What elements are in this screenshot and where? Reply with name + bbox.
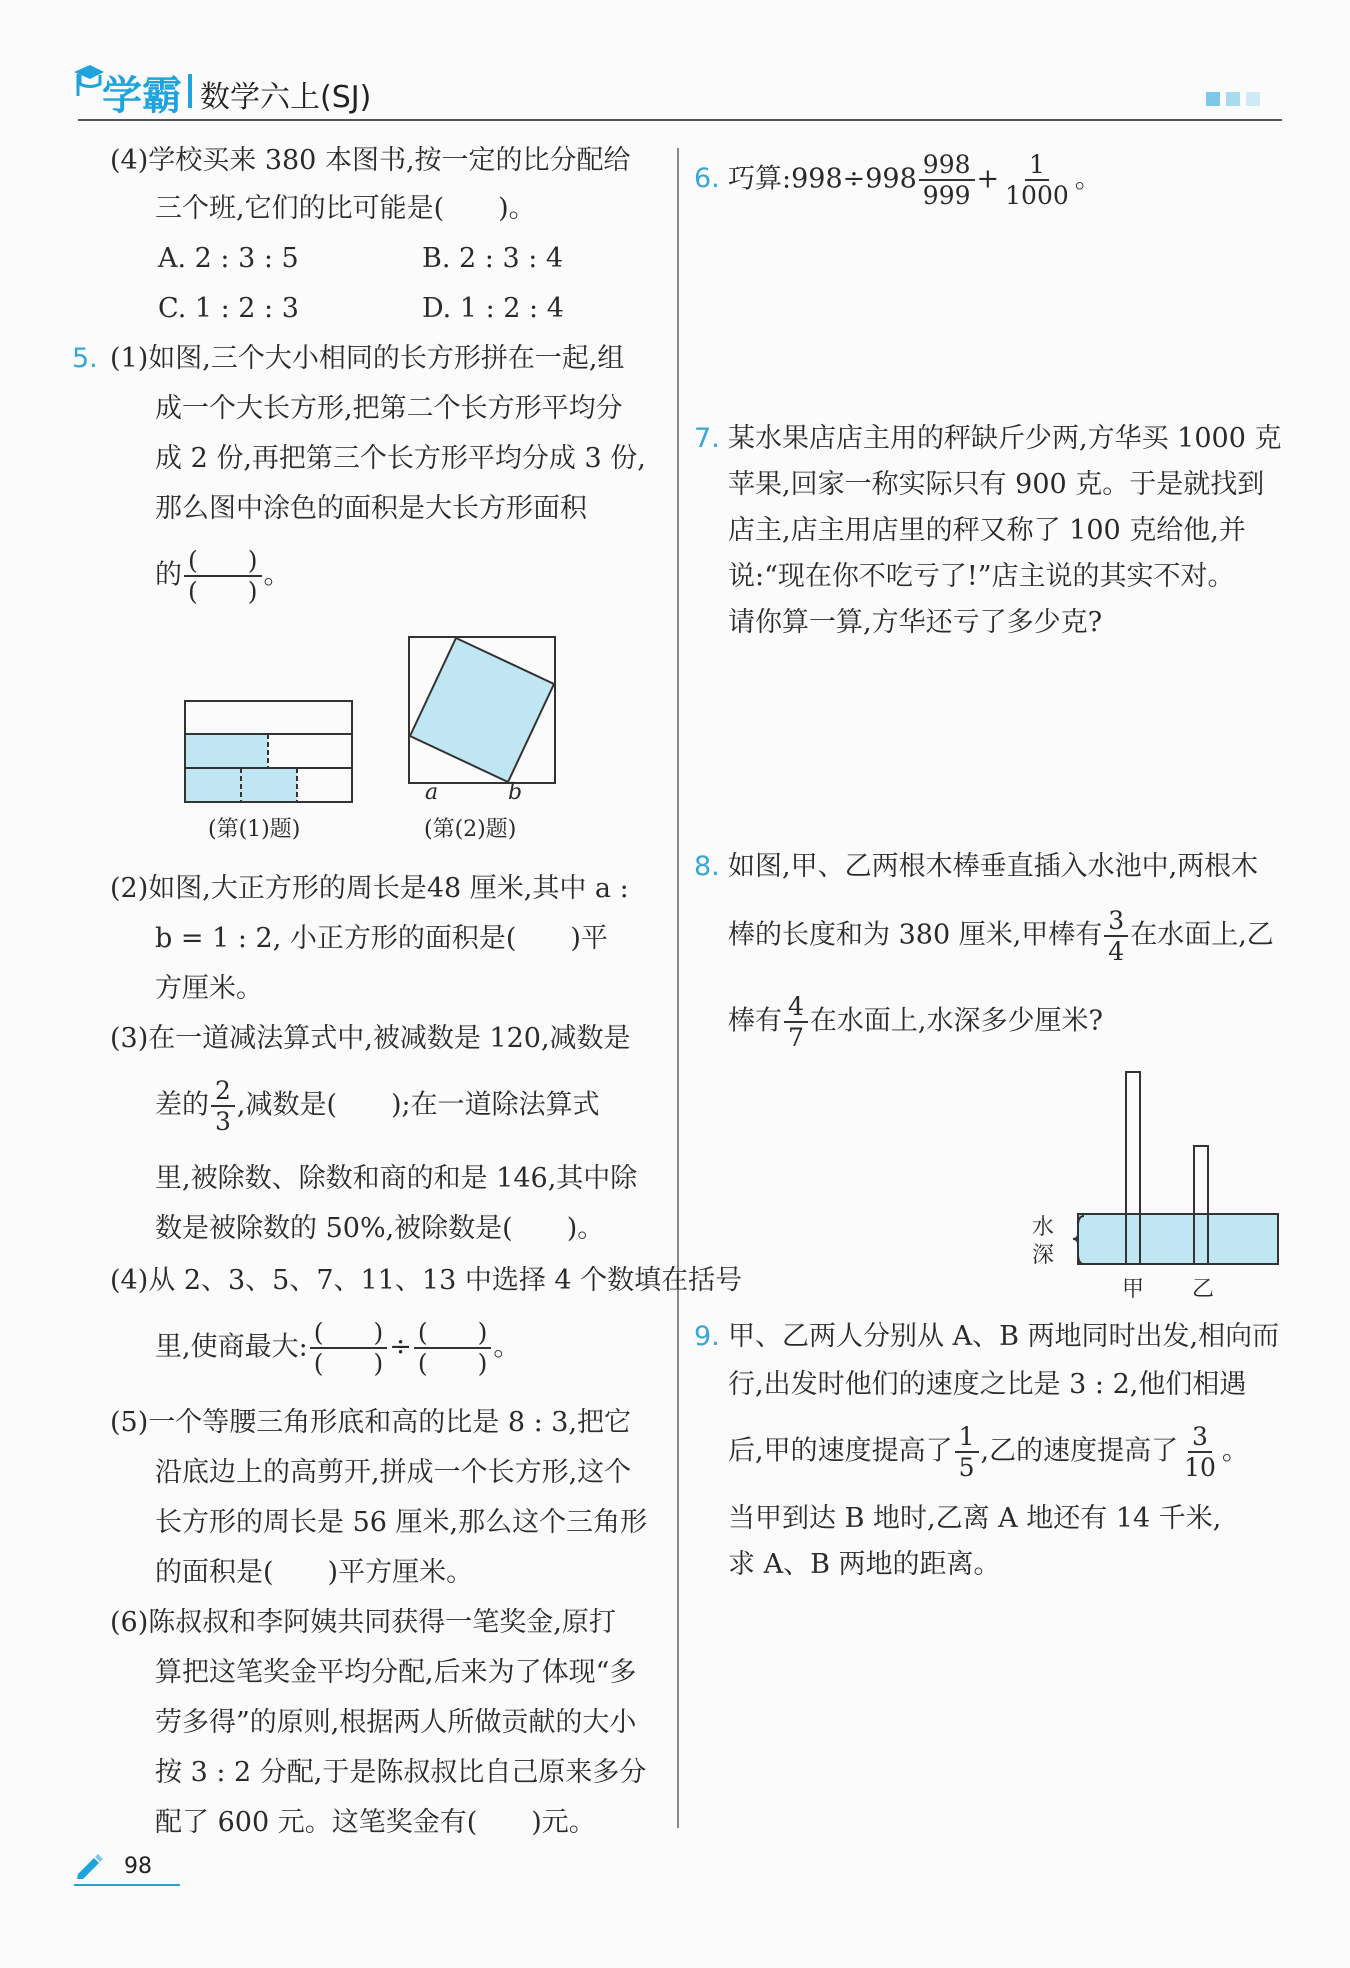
pool-water [1078,1214,1278,1264]
q7-line1: 某水果店店主用的秤缺斤少两,方华买 1000 克 [728,423,1282,454]
q7-line3: 店主,店主用店里的秤又称了 100 克给他,并 [728,515,1246,546]
figure-1-caption: (第(1)题) [208,817,301,842]
depth-label-1: 水 [1032,1215,1055,1240]
q5-4-line2-post: 。 [493,1331,521,1363]
fraction-numerator-blank[interactable]: ( ) [184,548,262,577]
q8-line3-pre: 棒有 [728,1005,782,1037]
fraction-998-999 [919,152,975,208]
q5-3-line3: 里,被除数、除数和商的和是 146,其中除 [155,1163,638,1194]
q5-4-line2-pre: 里,使商最大: [155,1331,308,1363]
q5-1-line5-pre: 的 [155,559,182,591]
frac-den: 4 [1108,937,1125,966]
q7-line4: 说:“现在你不吃亏了!”店主说的其实不对。 [728,561,1235,592]
q5-1-line3: 成 2 份,再把第三个长方形平均分成 3 份, [155,443,646,474]
q5-1-line4: 那么图中涂色的面积是大长方形面积 [155,493,587,524]
figure-1-rectangles [184,700,354,804]
figure-2-caption: (第(2)题) [424,817,517,842]
frac-num: 1 [1025,152,1049,181]
q9-line3 [728,1424,1249,1480]
q6-pre: 巧算:998÷998 [728,163,917,195]
column-divider [677,148,679,1828]
fraction-three-tenths [1180,1424,1220,1480]
q5-1-line5 [155,548,291,604]
q5-2-line1: (2)如图,大正方形的周长是48 厘米,其中 a : [110,873,629,904]
q8-line1: 如图,甲、乙两根木棒垂直插入水池中,两根木 [728,851,1259,882]
q9-line5: 求 A、B 两地的距离。 [728,1549,1001,1580]
page-number: 98 [124,1854,152,1879]
q5-6-line5: 配了 600 元。这笔奖金有( )元。 [155,1807,596,1838]
q5-3-line4: 数是被除数的 50%,被除数是( )。 [155,1213,605,1244]
q5-3-line2-post: ,减数是( );在一道除法算式 [236,1089,600,1121]
blank-3[interactable]: ( ) [414,1320,492,1349]
q8-line3 [728,994,1103,1050]
frac-num: 1 [955,1424,979,1453]
q9-number: 9. [694,1321,720,1352]
header-divider [188,74,192,108]
footer-rule [74,1884,180,1886]
frac-den: 7 [788,1023,804,1052]
frac-num: 2 [211,1078,235,1107]
fraction-one-fifth [955,1424,979,1480]
q5-3-line2 [155,1078,600,1134]
q5-4-line1: (4)从 2、3、5、7、11、13 中选择 4 个数填在括号 [110,1265,743,1296]
label-jia: 甲 [1122,1277,1145,1302]
option-d: D. 1 : 2 : 4 [422,293,564,324]
q6-post: 。 [1074,163,1102,195]
q8-number: 8. [694,851,720,882]
q9-line3-mid: ,乙的速度提高了 [980,1435,1179,1467]
frac-num: 3 [1104,908,1128,937]
frac-den: 1000 [1005,181,1069,210]
pencil-icon [74,1850,104,1880]
frac-den: 3 [215,1107,231,1136]
logo-text: 学霸 [102,73,182,119]
fig2-small-square [410,638,554,782]
q5-6-line1: (6)陈叔叔和李阿姨共同获得一笔奖金,原打 [110,1607,616,1638]
q5-2-line3: 方厘米。 [155,973,263,1004]
q5-2-line2: b = 1 : 2, 小正方形的面积是( )平 [155,923,608,954]
q7-line5: 请你算一算,方华还亏了多少克? [728,607,1103,638]
frac-den: 999 [922,181,971,210]
q9-line2: 行,出发时他们的速度之比是 3 : 2,他们相遇 [728,1369,1247,1400]
header-decor [1206,92,1286,108]
answer-fraction-1[interactable] [310,1320,388,1376]
blank-2[interactable]: ( ) [313,1349,384,1378]
fig2-label-b: b [508,780,523,805]
frac-den: 10 [1184,1453,1216,1482]
q8-line3-post: 在水面上,水深多少厘米? [809,1005,1103,1037]
q5-6-line2: 算把这笔奖金平均分配,后来为了体现“多 [155,1657,637,1688]
q5-4-line2 [155,1320,520,1376]
fig1-shade-second [184,734,268,768]
frac-num: 4 [784,994,808,1023]
q8-line2-pre: 棒的长度和为 380 厘米,甲棒有 [728,919,1103,951]
book-subtitle: 数学六上(SJ) [200,80,372,115]
plus-sign: + [976,163,1000,195]
q5-5-line2: 沿底边上的高剪开,拼成一个长方形,这个 [155,1457,632,1488]
q5-6-line4: 按 3 : 2 分配,于是陈叔叔比自己原来多分 [155,1757,647,1788]
frac-num: 3 [1188,1424,1212,1453]
option-a: A. 2 : 3 : 5 [158,243,299,274]
q5-5-line4: 的面积是( )平方厘米。 [155,1557,474,1588]
q4-4-line2: 三个班,它们的比可能是( )。 [155,193,536,224]
q5-1-line1: (1)如图,三个大小相同的长方形拼在一起,组 [110,343,625,374]
q5-3-line1: (3)在一道减法算式中,被减数是 120,减数是 [110,1023,631,1054]
q5-5-line1: (5)一个等腰三角形底和高的比是 8 : 3,把它 [110,1407,632,1438]
q6-number: 6. [694,163,720,194]
q5-6-line3: 劳多得”的原则,根据两人所做贡献的大小 [155,1707,637,1738]
q5-3-line2-pre: 差的 [155,1089,209,1121]
answer-fraction[interactable] [184,548,262,604]
q4-4-line1: (4)学校买来 380 本图书,按一定的比分配给 [110,145,631,176]
depth-label-2: 深 [1032,1243,1055,1268]
fraction-three-quarters [1104,908,1128,964]
frac-num: 998 [919,152,975,181]
frac-den: 5 [958,1453,975,1482]
header [70,60,1282,120]
q5-number: 5. [72,343,98,374]
q5-1-line2: 成一个大长方形,把第二个长方形平均分 [155,393,623,424]
divide-sign: ÷ [389,1331,412,1363]
fraction-1-1000 [1001,152,1073,208]
q7-line2: 苹果,回家一称实际只有 900 克。于是就找到 [728,469,1265,500]
q9-line3-post: 。 [1221,1435,1249,1467]
answer-fraction-2[interactable] [414,1320,492,1376]
fraction-four-sevenths [784,994,808,1050]
fraction-two-thirds [211,1078,235,1134]
fig2-label-a: a [425,780,439,805]
q8-line2 [728,908,1274,964]
q9-line1: 甲、乙两人分别从 A、B 两地同时出发,相向而 [728,1321,1280,1352]
header-rule [78,119,1282,121]
q7-number: 7. [694,423,720,454]
q8-line2-post: 在水面上,乙 [1130,919,1274,951]
blank-4[interactable]: ( ) [417,1349,488,1378]
label-yi: 乙 [1192,1277,1215,1302]
figure-sticks-in-pool [1072,1068,1282,1268]
option-b: B. 2 : 3 : 4 [422,243,564,274]
q5-1-line5-post: 。 [263,559,291,591]
blank-1[interactable]: ( ) [310,1320,388,1349]
graduation-cap-icon [72,62,106,102]
figure-2-squares [408,636,558,786]
q5-5-line3: 长方形的周长是 56 厘米,那么这个三角形 [155,1507,648,1538]
fraction-denominator-blank[interactable]: ( ) [188,577,258,606]
q6-text [728,152,1102,208]
q9-line3-pre: 后,甲的速度提高了 [728,1435,953,1467]
option-c: C. 1 : 2 : 3 [158,293,299,324]
q9-line4: 当甲到达 B 地时,乙离 A 地还有 14 千米, [728,1503,1222,1534]
